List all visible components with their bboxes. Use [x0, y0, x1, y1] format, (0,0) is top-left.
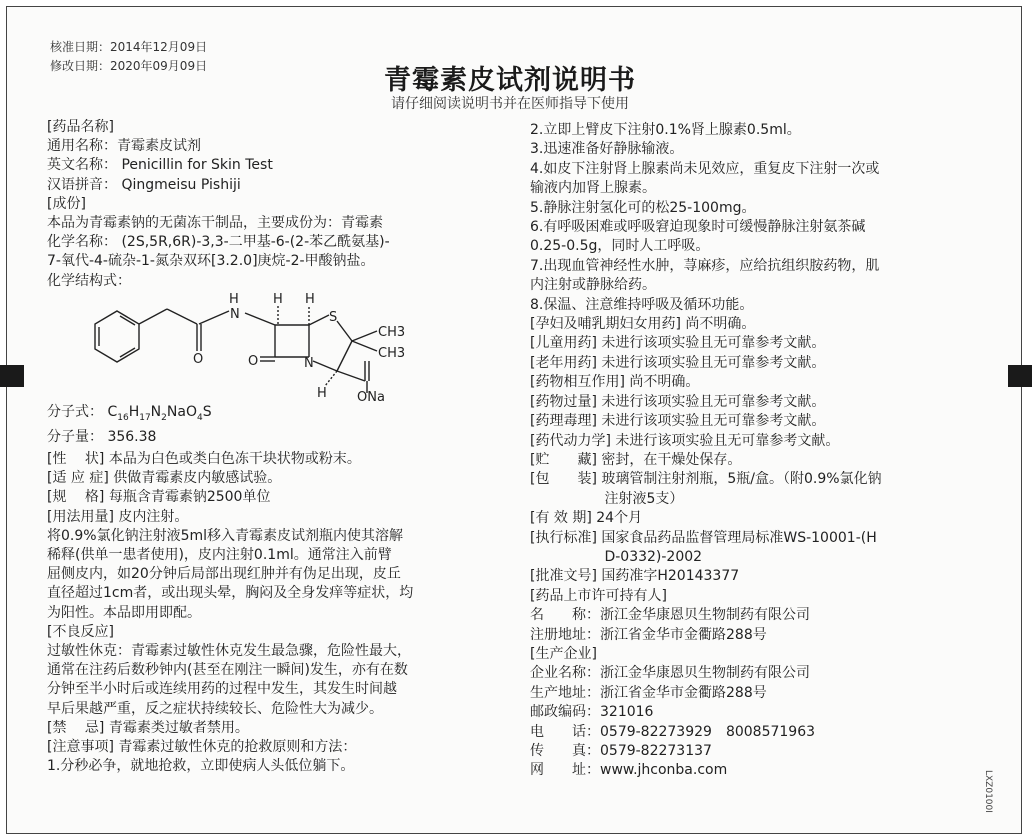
right-column [530, 121, 985, 781]
formula-s: S [202, 403, 212, 420]
holder-address: 注册地址：浙江省金华市金衢路288号 [530, 626, 767, 643]
precaution-step-4-cont: 输液内加肾上腺素。 [530, 180, 656, 197]
atom-s: S [329, 309, 338, 325]
manufacturer-heading: [生产企业] [530, 645, 597, 662]
precaution-step-3: 3.迅速准备好静脉输液。 [530, 141, 684, 158]
adverse-heading: [不良反应] [47, 623, 114, 640]
geriatric-use: [老年用药] 未进行该项实验且无可靠参考文献。 [530, 354, 826, 371]
precaution-step-1: 1.分秒必争，就地抢救，立即使病人头低位躺下。 [47, 758, 355, 775]
formula-n: N [150, 403, 162, 420]
formula-label: 分子式： [47, 403, 103, 420]
pharmacokinetics: [药代动力学] 未进行该项实验且无可靠参考文献。 [530, 432, 840, 449]
dosage-heading: [用法用量] 皮内注射。 [47, 508, 189, 525]
drug-interactions: [药物相互作用] 尚不明确。 [530, 374, 700, 391]
precaution-step-5: 5.静脉注射氢化可的松25-100mg。 [530, 199, 756, 216]
molecular-weight: 分子量： 356.38 [47, 428, 157, 445]
postal-code: 邮政编码：321016 [530, 704, 654, 721]
structure-diagram [47, 291, 507, 403]
structure-label: 化学结构式： [47, 272, 131, 289]
chemical-name-line1: 化学名称： (2S,5R,6R)-3,3-二甲基-6-(2-苯乙酰氨基)- [47, 234, 390, 251]
formula-h-count: 17 [139, 412, 151, 423]
adverse-line2: 通常在注药后数秒钟内(甚至在刚注一瞬间)发生，亦有在数 [47, 662, 408, 679]
header-dates [50, 38, 207, 76]
dosage-line3: 屈侧皮内，如20分钟后局部出现红肿并有伪足出现，皮丘 [47, 566, 401, 583]
standard: [执行标准] 国家食品药品监督管理局标准WS-10001-(H [530, 529, 877, 546]
dosage-line4: 直径超过1cm者，或出现头晕，胸闷及全身发痒等症状，均 [47, 585, 414, 602]
fax: 传 真：0579-82273137 [530, 743, 712, 759]
formula-nao: NaO [166, 403, 197, 420]
pinyin-name: 汉语拼音： Qingmeisu Pishiji [47, 176, 241, 193]
precaution-step-7: 7.出现血管神经性水肿，荨麻疹，应给抗组织胺药物，肌 [530, 257, 880, 274]
formula-o-count: 4 [196, 412, 203, 423]
adverse-line1: 过敏性休克：青霉素过敏性休克发生最急骤，危险性最大， [47, 643, 411, 660]
formula-c: C [107, 403, 118, 420]
atom-n-ring: N [304, 355, 314, 371]
adverse-line3: 分钟至半小时后或连续用药的过程中发生，其发生时间越 [47, 681, 397, 698]
left-column [47, 118, 507, 776]
contraindications: [禁 忌] 青霉素类过敏者禁用。 [47, 719, 249, 736]
atom-n-amide: N [230, 306, 240, 322]
approval-number: [批准文号] 国药准字H20143377 [530, 568, 740, 585]
precaution-step-7-cont: 内注射或静脉给药。 [530, 277, 656, 294]
holder-name: 名 称：浙江金华康恩贝生物制药有限公司 [530, 607, 810, 624]
overdose: [药物过量] 未进行该项实验且无可靠参考文献。 [530, 393, 826, 410]
section-ingredients: [成份] [47, 195, 86, 212]
english-name: 英文名称： Penicillin for Skin Test [47, 157, 273, 174]
atom-h2: H [305, 291, 315, 307]
revision-date: 修改日期：2020年09月09日 [50, 59, 208, 73]
chemical-name-line2: 7-氧代-4-硫杂-1-氮杂双环[3.2.0]庚烷-2-甲酸钠盐。 [47, 253, 375, 270]
pharmacology: [药理毒理] 未进行该项实验且无可靠参考文献。 [530, 413, 826, 430]
packaging-cont: 注射液5支） [530, 490, 684, 507]
formula-n-count: 2 [161, 412, 167, 423]
approval-date: 核准日期：2014年12月09日 [50, 40, 208, 54]
specification: [规 格] 每瓶含青霉素钠2500单位 [47, 489, 271, 506]
molecular-formula [47, 403, 507, 428]
atom-ona: ONa [357, 389, 385, 403]
precaution-step-4: 4.如皮下注射肾上腺素尚未见效应，重复皮下注射一次或 [530, 160, 880, 177]
dosage-line5: 为阳性。本品即用即配。 [47, 604, 201, 621]
description: [性 状] 本品为白色或类白色冻干块状物或粉末。 [47, 451, 361, 468]
storage: [贮 藏] 密封，在干燥处保存。 [530, 451, 742, 468]
left-registration-mark [0, 365, 24, 387]
atom-h-amide: H [229, 291, 239, 307]
standard-cont: D-0332)-2002 [530, 548, 703, 565]
shelf-life: [有 效 期] 24个月 [530, 510, 643, 527]
formula-c-count: 16 [117, 412, 129, 423]
website[interactable]: 网 址：www.jhconba.com [530, 762, 728, 779]
ingredients-text: 本品为青霉素钠的无菌冻干制品，主要成份为：青霉素 [47, 215, 383, 232]
pregnancy-use: [孕妇及哺乳期妇女用药] 尚不明确。 [530, 316, 756, 333]
manufacturer-name: 企业名称：浙江金华康恩贝生物制药有限公司 [530, 665, 810, 682]
phone: 电 话：0579-82273929 8008571963 [530, 723, 816, 740]
pediatric-use: [儿童用药] 未进行该项实验且无可靠参考文献。 [530, 335, 826, 352]
manufacturer-address: 生产地址：浙江省金华市金衢路288号 [530, 684, 767, 701]
atom-o-amide: O [193, 351, 204, 367]
atom-ch3-b: CH3 [378, 345, 406, 361]
adverse-line4: 早后果越严重，反之症状持续较长、危险性大为减少。 [47, 700, 383, 717]
right-registration-mark [1008, 365, 1032, 387]
precautions-heading: [注意事项] 青霉素过敏性休克的抢救原则和方法： [47, 739, 357, 756]
atom-h1: H [273, 291, 283, 307]
page-subtitle: 请仔细阅读说明书并在医师指导下使用 [391, 96, 629, 112]
precaution-step-8: 8.保温、注意维持呼吸及循环功能。 [530, 296, 754, 313]
atom-o-lactam: O [248, 353, 259, 369]
atom-h3: H [317, 385, 327, 401]
dosage-line2: 稀释(供单一患者使用)，皮内注射0.1ml。通常注入前臂 [47, 547, 392, 564]
generic-name: 通用名称：青霉素皮试剂 [47, 138, 201, 155]
precaution-step-6-cont: 0.25-0.5g，同时人工呼吸。 [530, 238, 710, 255]
precaution-step-6: 6.有呼吸困难或呼吸窘迫现象时可缓慢静脉注射氨茶碱 [530, 219, 866, 236]
page-title: 青霉素皮试剂说明书 [384, 65, 636, 96]
packaging: [包 装] 玻璃管制注射剂瓶，5瓶/盒。（附0.9%氯化钠 [530, 471, 882, 488]
indications: [适 应 症] 供做青霉素皮内敏感试验。 [47, 470, 282, 487]
atom-ch3-a: CH3 [378, 324, 406, 340]
precaution-step-2: 2.立即上臂皮下注射0.1%肾上腺素0.5ml。 [530, 122, 801, 138]
side-code: LXZ0100I [983, 770, 993, 813]
license-holder-heading: [药品上市许可持有人] [530, 587, 667, 604]
section-drug-name: [药品名称] [47, 119, 114, 135]
formula-h: H [128, 403, 140, 420]
chemical-structure [47, 291, 507, 403]
dosage-line1: 将0.9%氯化钠注射液5ml移入青霉素皮试剂瓶内使其溶解 [47, 527, 404, 544]
